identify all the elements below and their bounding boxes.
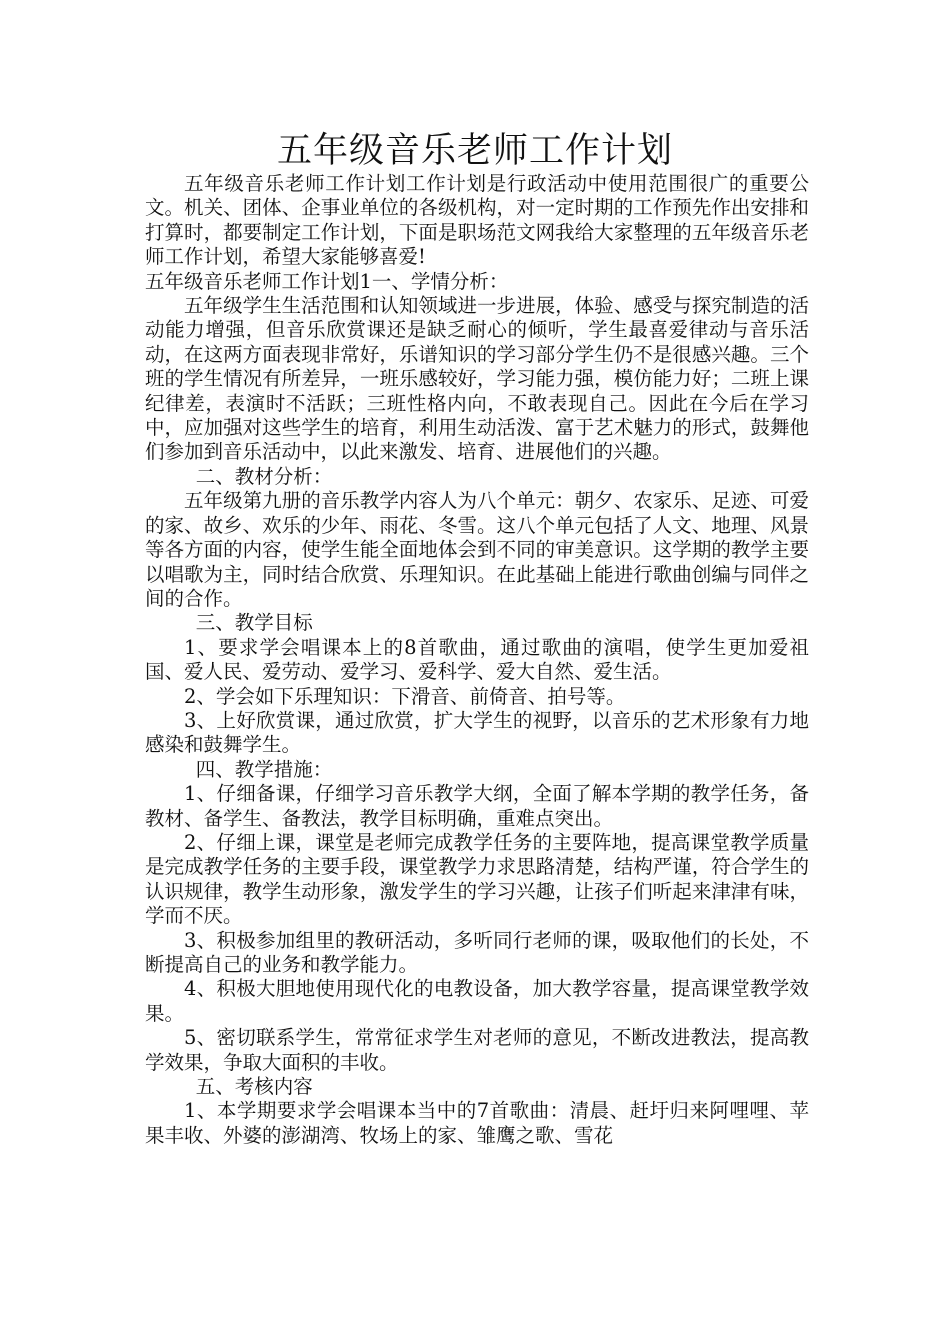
document-title: 五年级音乐老师工作计划 [276,131,673,171]
section-heading-assessment: 五、考核内容 [195,1075,313,1099]
measure-item: 4、积极大胆地使用现代化的电教设备，加大教学容量，提高课堂教学效果。 [145,977,809,1025]
materials-paragraph: 五年级第九册的音乐教学内容人为八个单元：朝夕、农家乐、足迹、可爱的家、故乡、欢乐的少年、雨花、冬雪。这八个单元包括了人文、地理、风景等各方面的内容，使学生能全面地体会到不同的审美意识。这学期的教学主要以唱歌为主，同时结合欣赏、乐理知识。在此基础上能进行歌曲创编与同伴之间的合作。 [145,489,809,610]
subtitle-line: 五年级音乐老师工作计划1一、学情分析： [145,269,509,293]
section-heading-goals: 三、教学目标 [195,611,313,635]
document-body [145,172,809,1148]
measure-item: 5、密切联系学生，常常征求学生对老师的意见，不断改进教法，提高教学效果，争取大面积的丰收。 [145,1026,809,1074]
goal-item: 3、上好欣赏课，通过欣赏，扩大学生的视野，以音乐的艺术形象有力地感染和鼓舞学生。 [145,708,809,757]
goal-item: 2、学会如下乐理知识：下滑音、前倚音、拍号等。 [184,684,626,708]
measure-item: 3、积极参加组里的教研活动，多听同行老师的课，吸取他们的长处，不断提高自己的业务和教学能力。 [145,928,809,976]
goal-item: 1、要求学会唱课本上的8首歌曲，通过歌曲的演唱，使学生更加爱祖国、爱人民、爱劳动、爱学习、爱科学、爱大自然、爱生活。 [145,635,809,684]
section-heading-measures: 四、教学措施： [195,757,333,781]
intro-paragraph: 五年级音乐老师工作计划工作计划是行政活动中使用范围很广的重要公文。机关、团体、企事业单位的各级机构，对一定时期的工作预先作出安排和打算时，都要制定工作计划，下面是职场范文网我给大家整理的五年级音乐老师工作计划，希望大家能够喜爱! [145,172,809,269]
assessment-item: 1、本学期要求学会唱课本当中的7首歌曲：清晨、赶圩归来阿哩哩、苹果丰收、外婆的澎湖湾、牧场上的家、雏鹰之歌、雪花 [145,1099,809,1147]
situation-paragraph: 五年级学生生活范围和认知领域进一步进展，体验、感受与探究制造的活动能力增强，但音乐欣赏课还是缺乏耐心的倾听，学生最喜爱律动与音乐活动，在这两方面表现非常好，乐谱知识的学习部分学生仍不是很感兴趣。三个班的学生情况有所差异，一班乐感较好，学习能力强，模仿能力好；二班上课纪律差，表演时不活跃；三班性格内向，不敢表现自己。因此在今后在学习中，应加强对这些学生的培育，利用生动活泼、富于艺术魅力的形式，鼓舞他们参加到音乐活动中，以此来激发、培育、进展他们的兴趣。 [145,294,809,464]
measure-item: 2、仔细上课，课堂是老师完成教学任务的主要阵地，提高课堂教学质量是完成教学任务的主要手段，课堂教学力求思路清楚，结构严谨，符合学生的认识规律，教学生动形象，激发学生的学习兴趣，让孩子们听起来津津有味，学而不厌。 [145,830,809,928]
section-heading-materials: 二、教材分析： [195,464,333,488]
measure-item: 1、仔细备课，仔细学习音乐教学大纲，全面了解本学期的教学任务，备教材、备学生、备教法，教学目标明确，重难点突出。 [145,782,809,830]
